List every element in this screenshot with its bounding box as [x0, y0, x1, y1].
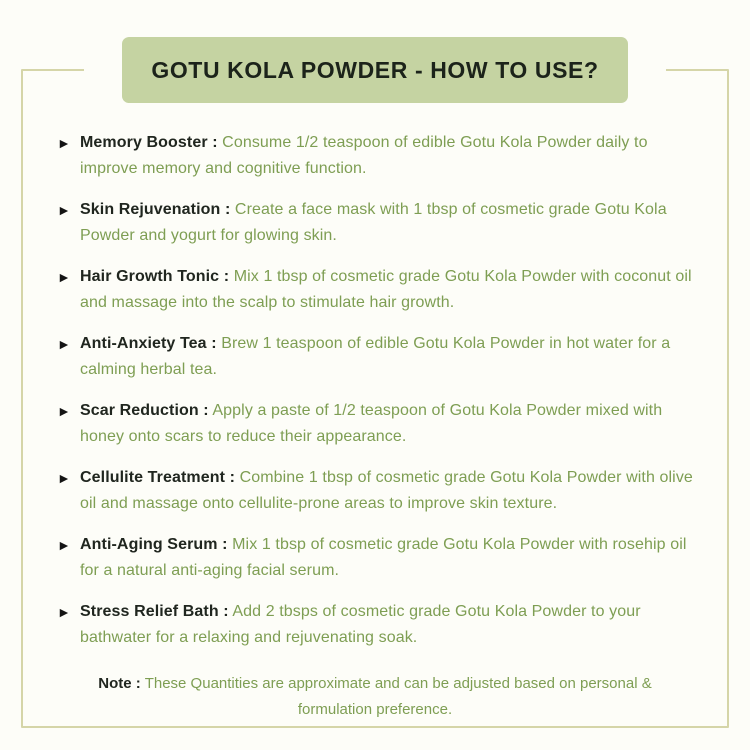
list-item-text [80, 264, 695, 316]
arrow-bullet-icon: ► [57, 135, 71, 151]
arrow-bullet-icon: ► [57, 336, 71, 352]
list-item [57, 130, 707, 182]
list-item [57, 331, 707, 383]
item-label: Skin Rejuvenation : [80, 201, 231, 218]
item-label: Hair Growth Tonic : [80, 268, 230, 285]
item-desc: Apply a paste of 1/2 teaspoon of Gotu Kola Powder mixed with honey onto scars to reduce their appearance. [80, 402, 663, 445]
item-desc: Create a face mask with 1 tbsp of cosmetic grade Gotu Kola Powder and yogurt for glowing skin. [80, 201, 667, 244]
header [84, 37, 666, 103]
list-item [57, 532, 707, 584]
list-item-text [80, 331, 695, 383]
list-item-text [80, 398, 695, 450]
item-label: Cellulite Treatment : [80, 469, 236, 486]
arrow-bullet-icon: ► [57, 470, 71, 486]
item-desc: Add 2 tbsps of cosmetic grade Gotu Kola Powder to your bathwater for a relaxing and rejuvenating soak. [80, 603, 641, 646]
arrow-bullet-icon: ► [57, 403, 71, 419]
item-label: Memory Booster : [80, 134, 218, 151]
list-item-text [80, 130, 695, 182]
item-label: Anti-Aging Serum : [80, 536, 228, 553]
note-text: These Quantities are approximate and can be adjusted based on personal & formulation preference. [144, 675, 652, 718]
item-desc: Mix 1 tbsp of cosmetic grade Gotu Kola Powder with rosehip oil for a natural anti-aging facial serum. [80, 536, 687, 579]
item-desc: Combine 1 tbsp of cosmetic grade Gotu Kola Powder with olive oil and massage onto cellulite-prone areas to improve skin texture. [80, 469, 693, 512]
note [85, 671, 665, 723]
list-item [57, 197, 707, 249]
list-item-text [80, 599, 695, 651]
item-desc: Consume 1/2 teaspoon of edible Gotu Kola Powder daily to improve memory and cognitive function. [80, 134, 648, 177]
list-item [57, 264, 707, 316]
arrow-bullet-icon: ► [57, 269, 71, 285]
item-desc: Mix 1 tbsp of cosmetic grade Gotu Kola Powder with coconut oil and massage into the scalp to stimulate hair growth. [80, 268, 692, 311]
item-desc: Brew 1 teaspoon of edible Gotu Kola Powder in hot water for a calming herbal tea. [80, 335, 671, 378]
list-item [57, 398, 707, 450]
title-banner [122, 37, 628, 103]
arrow-bullet-icon: ► [57, 604, 71, 620]
arrow-bullet-icon: ► [57, 537, 71, 553]
list-item [57, 465, 707, 517]
item-label: Anti-Anxiety Tea : [80, 335, 217, 352]
list-item-text [80, 465, 695, 517]
arrow-bullet-icon: ► [57, 202, 71, 218]
page-title: GOTU KOLA POWDER - HOW TO USE? [151, 56, 599, 83]
item-label: Scar Reduction : [80, 402, 209, 419]
list-item-text [80, 532, 695, 584]
usage-list [57, 130, 707, 666]
note-label: Note : [98, 675, 141, 692]
list-item [57, 599, 707, 651]
item-label: Stress Relief Bath : [80, 603, 229, 620]
list-item-text [80, 197, 695, 249]
